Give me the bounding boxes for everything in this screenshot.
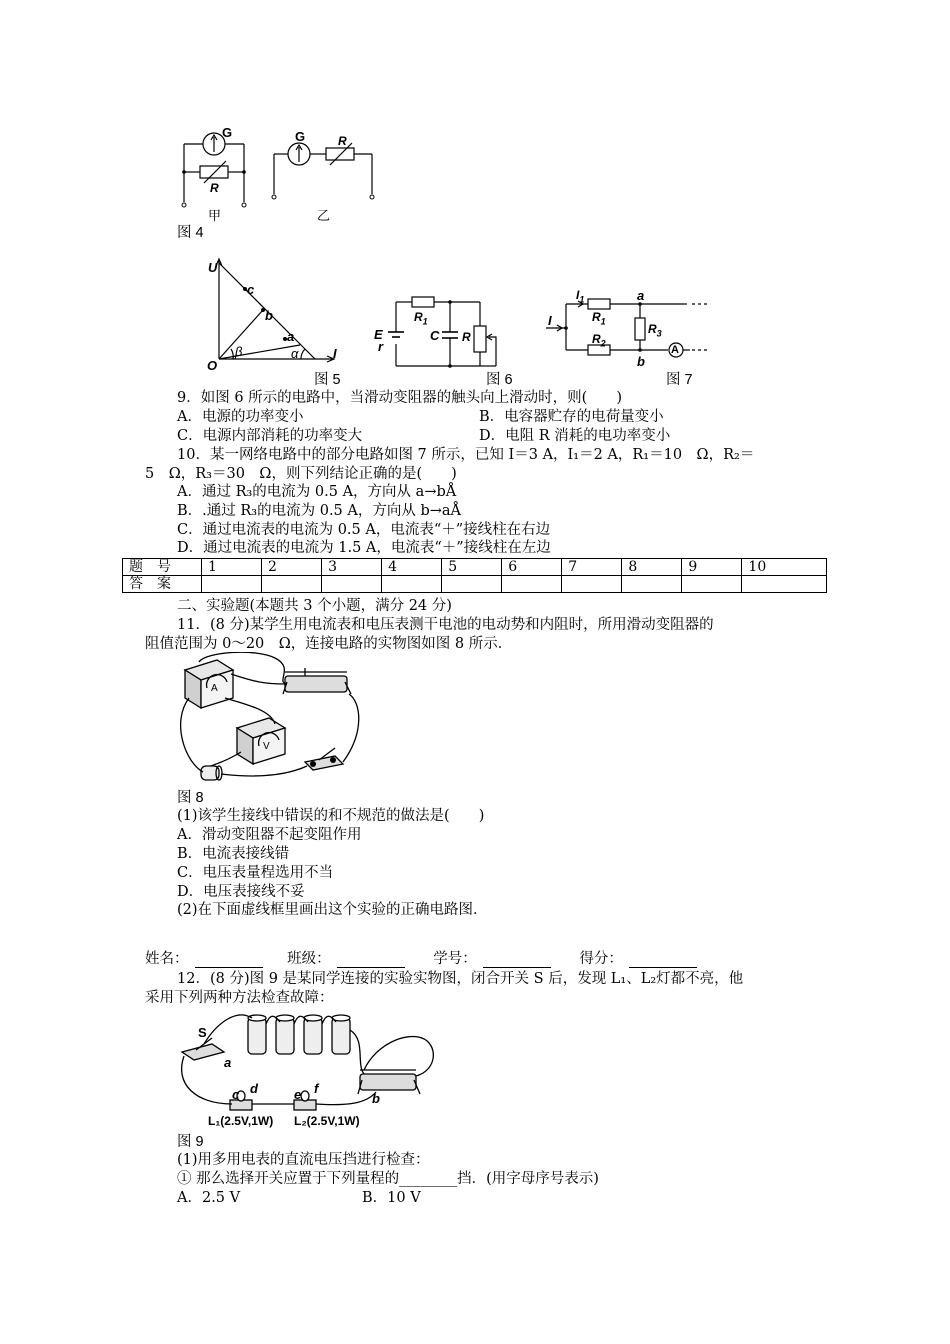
fig8-caption: 图 8 <box>177 790 204 806</box>
q11-line1: 11．(8 分)某学生用电流表和电压表测干电池的电动势和内阻时，所用滑动变阻器的 <box>177 617 714 633</box>
fig4-caption: 图 4 <box>177 225 204 241</box>
q11-line2: 阻值范围为 0～20 Ω，连接电路的实物图如图 8 所示． <box>145 636 513 652</box>
answer-cell-5[interactable] <box>442 576 502 593</box>
q9-option-c: C．电源内部消耗的功率变大 <box>177 428 363 444</box>
fig5-o-label: O <box>207 358 218 373</box>
fig4-caption-yi: 乙 <box>317 209 331 224</box>
fig9-l1-label: L₁(2.5V,1W) <box>208 1114 274 1128</box>
fig9-caption: 图 9 <box>177 1134 204 1150</box>
fig7-r2-label <box>592 330 606 352</box>
answer-cell-10[interactable] <box>742 576 827 593</box>
answer-table-number-cell: 10 <box>742 559 827 576</box>
fig7-caption: 图 7 <box>666 372 693 388</box>
answer-table-number-cell: 2 <box>262 559 322 576</box>
fig4-r-label-left: R <box>210 181 219 195</box>
q12-sub1: (1)用多用电表的直流电压挡进行检查： <box>177 1152 430 1168</box>
answer-cell-3[interactable] <box>322 576 382 593</box>
q10-option-b: B．.通过 R₃的电流为 0.5 A，方向从 b→aÅ <box>177 503 462 519</box>
q10-option-a: A．通过 R₃的电流为 0.5 A，方向从 a→bÅ <box>177 484 457 500</box>
fig7-i1-letter: I <box>576 288 580 302</box>
answer-table-number-cell: 3 <box>322 559 382 576</box>
section2-heading: 二、实验题(本题共 3 个小题，满分 24 分) <box>177 598 452 614</box>
answer-cell-6[interactable] <box>502 576 562 593</box>
fig7-i1-sub: 1 <box>579 294 585 305</box>
fig7-r1-letter: R <box>592 310 601 324</box>
figure-7-circuit <box>540 290 720 370</box>
fig6-r1-label <box>414 308 428 330</box>
figure-4 <box>170 122 390 222</box>
figure-5-graph <box>205 255 345 365</box>
answer-table-number-cell: 5 <box>442 559 502 576</box>
fig7-ammeter-label: A <box>671 344 679 356</box>
answer-table-answer-row <box>123 576 827 593</box>
fig6-r-label: r <box>378 339 384 354</box>
fig4-caption-jia: 甲 <box>208 209 222 224</box>
answer-table-header-answer: 答 案 <box>123 576 202 593</box>
fig9-a-label: a <box>224 1055 232 1070</box>
answer-table-number-row <box>123 559 827 576</box>
figure-5 <box>205 255 345 373</box>
q12-sub1-1: ① 那么选择开关应置于下列量程的________挡．(用字母序号表示) <box>177 1171 599 1187</box>
fig9-l2-label: L₂(2.5V,1W) <box>294 1114 360 1128</box>
q9-option-a: A．电源的功率变小 <box>177 409 304 425</box>
figure-8 <box>175 652 375 787</box>
name-blank[interactable] <box>195 953 263 968</box>
fig4-r-label-right: R <box>338 134 347 148</box>
fig9-f-label: f <box>314 1081 319 1096</box>
q10-line1: 10．某一网络电路中的部分电路如图 7 所示，已知 I＝3 A，I₁＝2 A，R₁＝10 Ω，R₂＝ <box>177 447 755 463</box>
q12-line2: 采用下列两种方法检查故障： <box>145 990 334 1006</box>
fig5-c-label: c <box>247 282 255 297</box>
fig8-voltmeter-label: V <box>263 741 270 752</box>
answer-table-number-cell: 9 <box>682 559 742 576</box>
fig7-a-label: a <box>637 288 645 303</box>
answer-cell-9[interactable] <box>682 576 742 593</box>
q12-option-a: A．2.5 V <box>177 1190 241 1206</box>
answer-table-number-cell: 1 <box>202 559 262 576</box>
fig5-b-label: b <box>265 308 273 323</box>
answer-table-number-cell: 6 <box>502 559 562 576</box>
answer-cell-8[interactable] <box>622 576 682 593</box>
fig9-d-label: d <box>250 1081 258 1096</box>
fig9-c-label: c <box>232 1087 240 1102</box>
fig6-e-label: E <box>374 327 383 342</box>
fig9-b-label: b <box>372 1091 380 1106</box>
figure-7 <box>540 290 720 370</box>
fig4-g-label-right: G <box>295 129 306 144</box>
fig7-r2-letter: R <box>592 332 601 346</box>
fig5-beta-label: β <box>235 344 243 359</box>
name-label: 姓名： <box>145 951 189 967</box>
fig6-c-label: C <box>430 328 440 343</box>
fig6-caption: 图 6 <box>486 372 513 388</box>
fig4-g-label-left: G <box>222 125 233 140</box>
fig7-r2-sub: 2 <box>600 338 606 349</box>
class-blank[interactable] <box>337 953 405 968</box>
fig7-r3-label <box>648 320 662 342</box>
fig7-r3-sub: 3 <box>656 328 662 339</box>
class-label: 班级： <box>287 951 331 967</box>
fig6-r1-sub: 1 <box>422 316 428 327</box>
fig9-s-label: S <box>198 1025 207 1040</box>
fig7-r1-label <box>592 308 606 330</box>
answer-cell-1[interactable] <box>202 576 262 593</box>
figure-8-apparatus <box>175 652 375 787</box>
answer-table-number-cell: 7 <box>562 559 622 576</box>
fig5-u-label: U <box>208 260 218 275</box>
fig7-i1-label <box>576 286 584 308</box>
fig7-r3-letter: R <box>648 322 657 336</box>
q11-option-c: C．电压表量程选用不当 <box>177 865 334 881</box>
answer-table <box>122 558 827 593</box>
answer-cell-2[interactable] <box>262 576 322 593</box>
q9-option-b: B．电容器贮存的电荷量变小 <box>479 409 664 425</box>
score-label: 得分： <box>579 951 623 967</box>
figure-9 <box>176 1004 446 1132</box>
q11-option-a: A．滑动变阻器不起变阻作用 <box>177 827 362 843</box>
answer-table-number-cell: 8 <box>622 559 682 576</box>
q10-option-d: D．通过电流表的电流为 1.5 A，电流表“＋”接线柱在左边 <box>177 540 551 556</box>
figure-6 <box>372 292 502 372</box>
fig8-ammeter-label: A <box>211 683 218 694</box>
fig6-r1-letter: R <box>414 310 423 324</box>
q12-option-b: B．10 V <box>362 1190 421 1206</box>
fig6-rv-label: R <box>462 330 471 344</box>
answer-cell-4[interactable] <box>382 576 442 593</box>
score-blank[interactable] <box>629 953 697 968</box>
q11-option-d: D．电压表接线不妥 <box>177 884 305 900</box>
answer-table-number-cell: 4 <box>382 559 442 576</box>
q9-option-d: D．电阻 R 消耗的电功率变小 <box>479 428 671 444</box>
fig5-caption: 图 5 <box>314 372 341 388</box>
q11-sub1: (1)该学生接线中错误的和不规范的做法是( ) <box>177 808 485 824</box>
q9-stem: 9．如图 6 所示的电路中，当滑动变阻器的触头向上滑动时，则( ) <box>177 390 622 406</box>
q10-option-c: C．通过电流表的电流为 0.5 A，电流表“＋”接线柱在右边 <box>177 522 551 538</box>
fig9-e-label: e <box>294 1087 302 1102</box>
fig5-alpha-label: α <box>291 346 299 361</box>
fig7-i-label: I <box>548 313 552 328</box>
answer-cell-7[interactable] <box>562 576 622 593</box>
id-label: 学号： <box>433 951 477 967</box>
student-info-row <box>145 950 703 968</box>
fig7-b-label: b <box>637 354 645 369</box>
fig7-r1-sub: 1 <box>600 316 606 327</box>
q11-sub2: (2)在下面虚线框里画出这个实验的正确电路图． <box>177 902 488 918</box>
fig5-a-label: a <box>287 329 295 344</box>
q11-option-b: B．电流表接线错 <box>177 846 290 862</box>
q10-line2: 5 Ω，R₃＝30 Ω，则下列结论正确的是( ) <box>145 466 457 482</box>
answer-table-header-number: 题 号 <box>123 559 202 576</box>
figure-4-circuits <box>170 122 390 222</box>
id-blank[interactable] <box>483 953 551 968</box>
q12-line1: 12．(8 分)图 9 是某同学连接的实验实物图，闭合开关 S 后，发现 L₁、L₂灯都不亮，他 <box>177 971 744 987</box>
fig5-i-label: I <box>333 346 337 361</box>
